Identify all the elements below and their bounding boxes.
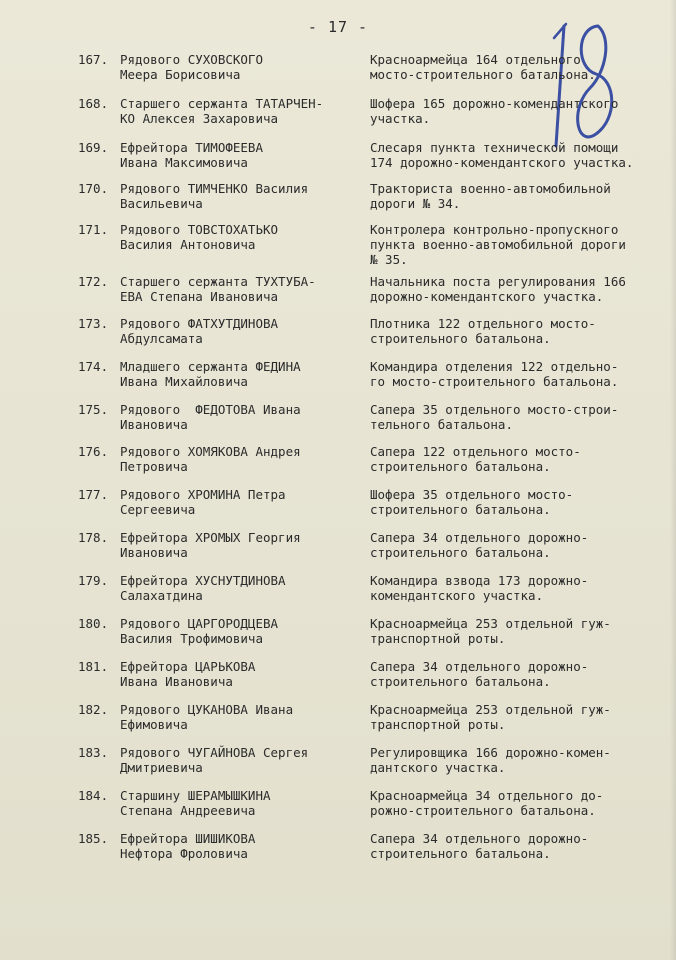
- entry-position: Командира отделения 122 отдельно- го мосто-строительного батальона.: [370, 359, 619, 389]
- list-item: [0, 530, 676, 574]
- entry-number: 179.: [78, 573, 109, 588]
- entry-position: Сапера 34 отдельного дорожно- строительного батальона.: [370, 659, 589, 689]
- entry-number: 176.: [78, 444, 109, 459]
- list-item: [0, 222, 676, 266]
- entry-position: Сапера 122 отдельного мосто- строительного батальона.: [370, 444, 581, 474]
- entry-name: Рядового ЦУКАНОВА Ивана Ефимовича: [120, 702, 294, 732]
- entry-position: Сапера 34 отдельного дорожно- строительного батальона.: [370, 530, 589, 560]
- list-item: [0, 52, 676, 96]
- entry-name: Ефрейтора ХУСНУТДИНОВА Салахатдина: [120, 573, 286, 603]
- entry-number: 169.: [78, 140, 109, 155]
- list-item: [0, 573, 676, 617]
- entry-name: Рядового ХОМЯКОВА Андрея Петровича: [120, 444, 301, 474]
- entry-number: 168.: [78, 96, 109, 111]
- list-item: [0, 316, 676, 360]
- entry-number: 184.: [78, 788, 109, 803]
- entry-position: Красноармейца 253 отдельной гуж- транспортной роты.: [370, 616, 611, 646]
- entry-position: Начальника поста регулирования 166 дорожно-комендантского участка.: [370, 274, 626, 304]
- list-item: [0, 702, 676, 746]
- entry-name: Младшего сержанта ФЕДИНА Ивана Михайловича: [120, 359, 301, 389]
- entry-position: Плотника 122 отдельного мосто- строительного батальона.: [370, 316, 596, 346]
- list-item: [0, 616, 676, 660]
- entry-position: Шофера 165 дорожно-комендантского участка.: [370, 96, 619, 126]
- entry-number: 170.: [78, 181, 109, 196]
- list-item: [0, 274, 676, 318]
- entry-position: Слесаря пункта технической помощи 174 дорожно-комендантского участка.: [370, 140, 634, 170]
- entry-position: Тракториста военно-автомобильной дороги № 34.: [370, 181, 611, 211]
- list-item: [0, 402, 676, 446]
- entry-number: 180.: [78, 616, 109, 631]
- entry-name: Старшего сержанта ТАТАРЧЕН- КО Алексея Захаровича: [120, 96, 324, 126]
- page-number: - 17 -: [307, 18, 369, 36]
- entry-name: Рядового ЧУГАЙНОВА Сергея Дмитриевича: [120, 745, 309, 775]
- list-item: [0, 359, 676, 403]
- entry-number: 185.: [78, 831, 109, 846]
- entry-position: Красноармейца 34 отдельного до- рожно-строительного батальона.: [370, 788, 604, 818]
- list-item: [0, 659, 676, 703]
- entry-position: Красноармейца 253 отдельной гуж- транспортной роты.: [370, 702, 611, 732]
- entry-number: 178.: [78, 530, 109, 545]
- entry-number: 167.: [78, 52, 109, 67]
- entry-number: 173.: [78, 316, 109, 331]
- entry-name: Ефрейтора ТИМОФЕЕВА Ивана Максимовича: [120, 140, 263, 170]
- list-item: [0, 788, 676, 832]
- entry-name: Рядового ЦАРГОРОДЦЕВА Василия Трофимовича: [120, 616, 279, 646]
- entry-position: Сапера 35 отдельного мосто-строи- тельного батальона.: [370, 402, 619, 432]
- entry-name: Рядового ФАТХУТДИНОВА Абдулсамата: [120, 316, 279, 346]
- entry-number: 181.: [78, 659, 109, 674]
- list-item: [0, 487, 676, 531]
- entry-number: 183.: [78, 745, 109, 760]
- list-item: [0, 140, 676, 184]
- entry-name: Рядового ХРОМИНА Петра Сергеевича: [120, 487, 286, 517]
- entry-name: Рядового ТОВСТОХАТЬКО Василия Антоновича: [120, 222, 279, 252]
- entry-number: 175.: [78, 402, 109, 417]
- list-item: [0, 831, 676, 875]
- page-edge-shadow: [670, 0, 676, 960]
- entry-number: 177.: [78, 487, 109, 502]
- entry-position: Регулировщика 166 дорожно-комен- дантского участка.: [370, 745, 611, 775]
- entry-position: Шофера 35 отдельного мосто- строительного батальона.: [370, 487, 574, 517]
- entry-name: Рядового СУХОВСКОГО Меера Борисовича: [120, 52, 263, 82]
- entry-name: Ефрейтора ХРОМЫХ Георгия Ивановича: [120, 530, 301, 560]
- entry-number: 182.: [78, 702, 109, 717]
- entry-name: Старшего сержанта ТУХТУБА- ЕВА Степана Ивановича: [120, 274, 316, 304]
- entry-name: Рядового ФЕДОТОВА Ивана Ивановича: [120, 402, 301, 432]
- entry-name: Рядового ТИМЧЕНКО Василия Васильевича: [120, 181, 309, 211]
- entry-position: Контролера контрольно-пропускного пункта военно-автомобильной дороги № 35.: [370, 222, 626, 267]
- entry-position: Красноармейца 164 отдельного мосто-строительного батальона.: [370, 52, 596, 82]
- entry-name: Старшину ШЕРАМЫШКИНА Степана Андреевича: [120, 788, 271, 818]
- list-item: [0, 181, 676, 225]
- entry-name: Ефрейтора ШИШИКОВА Нефтора Фроловича: [120, 831, 256, 861]
- list-item: [0, 96, 676, 140]
- list-item: [0, 444, 676, 488]
- entry-position: Сапера 34 отдельного дорожно- строительного батальона.: [370, 831, 589, 861]
- entry-name: Ефрейтора ЦАРЬКОВА Ивана Ивановича: [120, 659, 256, 689]
- entry-number: 171.: [78, 222, 109, 237]
- entry-number: 174.: [78, 359, 109, 374]
- entry-position: Командира взвода 173 дорожно- комендантского участка.: [370, 573, 589, 603]
- entry-number: 172.: [78, 274, 109, 289]
- list-item: [0, 745, 676, 789]
